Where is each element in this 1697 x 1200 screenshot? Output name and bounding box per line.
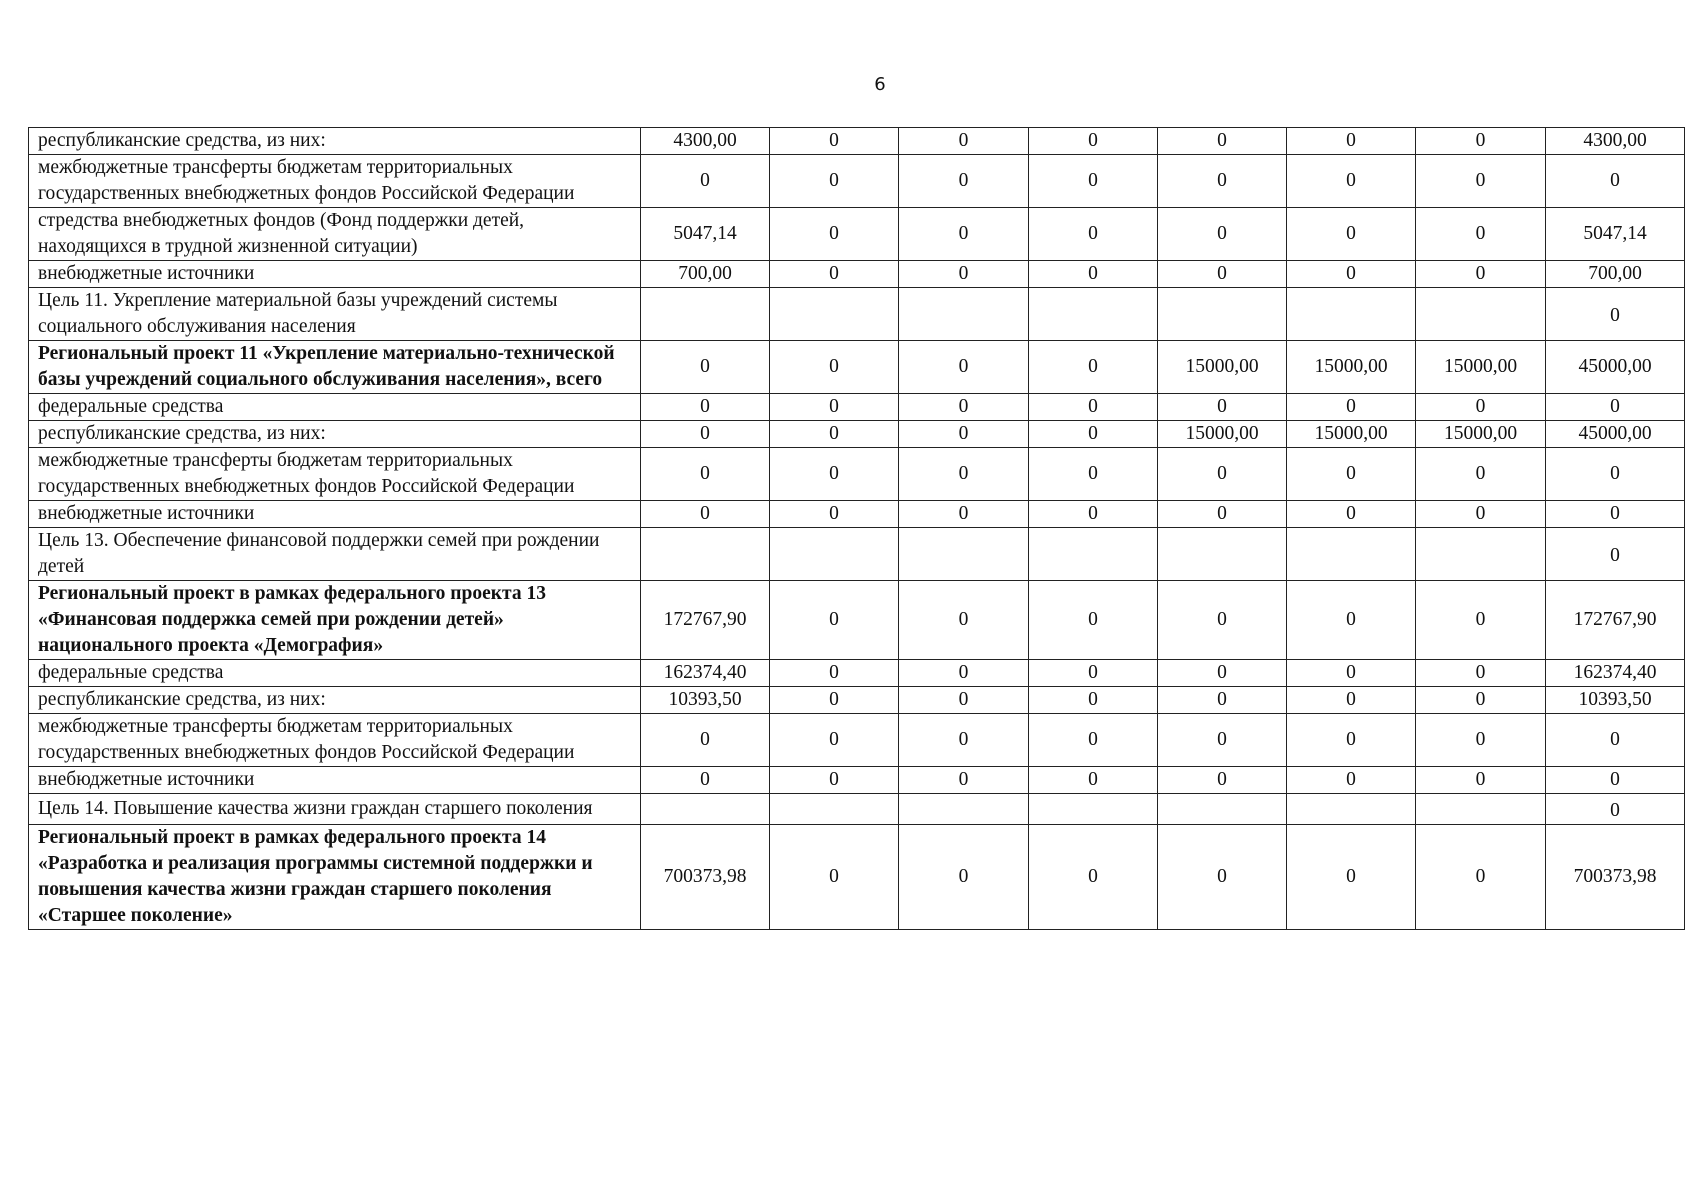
- value-cell: 162374,40: [641, 660, 770, 687]
- row-label: Региональный проект в рамках федерального проекта 14 «Разработка и реализация программы системной поддержки и повышения качества жизни граждан старшего поколения «Старшее поколение»: [29, 825, 641, 930]
- value-cell: 0: [641, 155, 770, 208]
- goal-row: [29, 288, 1685, 341]
- value-cell: 0: [1416, 501, 1546, 528]
- value-cell: 0: [1029, 261, 1158, 288]
- value-cell: 0: [770, 261, 899, 288]
- table-body: [29, 128, 1685, 930]
- value-cell: [1287, 794, 1416, 825]
- value-cell: 15000,00: [1158, 421, 1287, 448]
- total-cell: 0: [1546, 794, 1685, 825]
- value-cell: 0: [899, 767, 1029, 794]
- row-label: республиканские средства, из них:: [29, 687, 641, 714]
- row-label: межбюджетные трансферты бюджетам территориальных государственных внебюджетных фондов Российской Федерации: [29, 448, 641, 501]
- project-row: [29, 825, 1685, 930]
- row-label: федеральные средства: [29, 660, 641, 687]
- row-label: межбюджетные трансферты бюджетам территориальных государственных внебюджетных фондов Российской Федерации: [29, 714, 641, 767]
- value-cell: [1416, 528, 1546, 581]
- value-cell: 0: [1158, 687, 1287, 714]
- row-label: Цель 14. Повышение качества жизни граждан старшего поколения: [29, 794, 641, 825]
- value-cell: 0: [899, 714, 1029, 767]
- value-cell: 0: [770, 825, 899, 930]
- value-cell: 0: [1416, 261, 1546, 288]
- value-cell: 0: [1416, 581, 1546, 660]
- value-cell: [1287, 528, 1416, 581]
- value-cell: 700373,98: [641, 825, 770, 930]
- value-cell: 0: [1287, 581, 1416, 660]
- value-cell: 0: [1416, 687, 1546, 714]
- project-row: [29, 581, 1685, 660]
- value-cell: [770, 794, 899, 825]
- total-cell: 45000,00: [1546, 341, 1685, 394]
- table-row: [29, 448, 1685, 501]
- value-cell: [770, 288, 899, 341]
- value-cell: 0: [899, 421, 1029, 448]
- value-cell: 0: [1029, 341, 1158, 394]
- value-cell: 0: [1158, 767, 1287, 794]
- value-cell: 0: [1287, 660, 1416, 687]
- value-cell: 0: [1158, 825, 1287, 930]
- value-cell: [641, 288, 770, 341]
- row-label: внебюджетные источники: [29, 501, 641, 528]
- total-cell: 5047,14: [1546, 208, 1685, 261]
- value-cell: 0: [1029, 128, 1158, 155]
- value-cell: 0: [1287, 714, 1416, 767]
- value-cell: 0: [899, 660, 1029, 687]
- value-cell: 0: [899, 208, 1029, 261]
- row-label: федеральные средства: [29, 394, 641, 421]
- value-cell: 0: [1416, 128, 1546, 155]
- value-cell: 0: [1158, 660, 1287, 687]
- table-row: [29, 208, 1685, 261]
- total-cell: 700373,98: [1546, 825, 1685, 930]
- value-cell: [899, 528, 1029, 581]
- goal-row: [29, 794, 1685, 825]
- value-cell: 10393,50: [641, 687, 770, 714]
- value-cell: 0: [770, 767, 899, 794]
- value-cell: 0: [899, 128, 1029, 155]
- value-cell: 0: [1029, 660, 1158, 687]
- total-cell: 172767,90: [1546, 581, 1685, 660]
- total-cell: 45000,00: [1546, 421, 1685, 448]
- value-cell: 0: [899, 581, 1029, 660]
- value-cell: 0: [770, 660, 899, 687]
- budget-table: [28, 127, 1685, 930]
- value-cell: 15000,00: [1287, 341, 1416, 394]
- value-cell: 0: [770, 128, 899, 155]
- value-cell: 0: [1158, 208, 1287, 261]
- value-cell: [1158, 288, 1287, 341]
- page-number: 6: [874, 74, 886, 95]
- value-cell: 0: [641, 421, 770, 448]
- value-cell: 0: [770, 208, 899, 261]
- table-row: [29, 155, 1685, 208]
- total-cell: 10393,50: [1546, 687, 1685, 714]
- value-cell: 0: [1029, 421, 1158, 448]
- table-row: [29, 687, 1685, 714]
- value-cell: 0: [1287, 155, 1416, 208]
- value-cell: 0: [1029, 825, 1158, 930]
- value-cell: [1287, 288, 1416, 341]
- value-cell: [1029, 528, 1158, 581]
- value-cell: 0: [1158, 501, 1287, 528]
- value-cell: 0: [1158, 581, 1287, 660]
- value-cell: 0: [1287, 767, 1416, 794]
- value-cell: 15000,00: [1416, 341, 1546, 394]
- value-cell: 0: [1158, 128, 1287, 155]
- total-cell: 0: [1546, 501, 1685, 528]
- table-row: [29, 261, 1685, 288]
- value-cell: 0: [899, 394, 1029, 421]
- total-cell: 0: [1546, 767, 1685, 794]
- value-cell: 0: [1287, 261, 1416, 288]
- value-cell: 0: [1029, 155, 1158, 208]
- value-cell: 15000,00: [1287, 421, 1416, 448]
- value-cell: 0: [641, 501, 770, 528]
- value-cell: 0: [1158, 714, 1287, 767]
- table-row: [29, 128, 1685, 155]
- value-cell: 0: [1416, 660, 1546, 687]
- value-cell: 0: [1029, 501, 1158, 528]
- value-cell: 0: [1287, 687, 1416, 714]
- value-cell: 0: [1029, 581, 1158, 660]
- value-cell: 0: [641, 394, 770, 421]
- value-cell: 0: [641, 448, 770, 501]
- value-cell: 0: [770, 394, 899, 421]
- total-cell: 0: [1546, 528, 1685, 581]
- value-cell: [1029, 794, 1158, 825]
- value-cell: 4300,00: [641, 128, 770, 155]
- value-cell: 0: [770, 155, 899, 208]
- value-cell: 0: [1158, 155, 1287, 208]
- value-cell: 5047,14: [641, 208, 770, 261]
- value-cell: 0: [1029, 687, 1158, 714]
- value-cell: 0: [1416, 394, 1546, 421]
- value-cell: 0: [899, 687, 1029, 714]
- value-cell: 0: [1029, 767, 1158, 794]
- value-cell: [1416, 288, 1546, 341]
- value-cell: 0: [1029, 714, 1158, 767]
- value-cell: 0: [641, 767, 770, 794]
- table-row: [29, 660, 1685, 687]
- value-cell: 15000,00: [1416, 421, 1546, 448]
- value-cell: 15000,00: [1158, 341, 1287, 394]
- value-cell: 0: [1029, 208, 1158, 261]
- row-label: Региональный проект в рамках федерального проекта 13 «Финансовая поддержка семей при рождении детей» национального проекта «Демография»: [29, 581, 641, 660]
- value-cell: 0: [1158, 261, 1287, 288]
- table-row: [29, 714, 1685, 767]
- value-cell: 0: [899, 261, 1029, 288]
- goal-row: [29, 528, 1685, 581]
- row-label: республиканские средства, из них:: [29, 128, 641, 155]
- value-cell: 0: [770, 714, 899, 767]
- total-cell: 162374,40: [1546, 660, 1685, 687]
- row-label: межбюджетные трансферты бюджетам территориальных государственных внебюджетных фондов Российской Федерации: [29, 155, 641, 208]
- value-cell: [641, 794, 770, 825]
- value-cell: 0: [899, 825, 1029, 930]
- row-label: республиканские средства, из них:: [29, 421, 641, 448]
- value-cell: 0: [1416, 825, 1546, 930]
- value-cell: 0: [770, 421, 899, 448]
- value-cell: 0: [1029, 394, 1158, 421]
- value-cell: 172767,90: [641, 581, 770, 660]
- value-cell: 0: [1158, 448, 1287, 501]
- total-cell: 0: [1546, 714, 1685, 767]
- value-cell: [1158, 794, 1287, 825]
- value-cell: 0: [770, 687, 899, 714]
- value-cell: [1416, 794, 1546, 825]
- table-row: [29, 421, 1685, 448]
- value-cell: 0: [641, 714, 770, 767]
- project-row: [29, 341, 1685, 394]
- total-cell: 0: [1546, 288, 1685, 341]
- total-cell: 700,00: [1546, 261, 1685, 288]
- row-label: Цель 11. Укрепление материальной базы учреждений системы социального обслуживания населения: [29, 288, 641, 341]
- value-cell: 0: [1287, 501, 1416, 528]
- value-cell: 0: [899, 155, 1029, 208]
- value-cell: [899, 794, 1029, 825]
- value-cell: [1029, 288, 1158, 341]
- value-cell: 0: [1287, 394, 1416, 421]
- value-cell: 0: [1416, 448, 1546, 501]
- value-cell: [899, 288, 1029, 341]
- value-cell: [641, 528, 770, 581]
- value-cell: [770, 528, 899, 581]
- row-label: Региональный проект 11 «Укрепление материально-технической базы учреждений социального обслуживания населения», всего: [29, 341, 641, 394]
- value-cell: 0: [1158, 394, 1287, 421]
- value-cell: 700,00: [641, 261, 770, 288]
- value-cell: 0: [1416, 208, 1546, 261]
- value-cell: [1158, 528, 1287, 581]
- value-cell: 0: [770, 341, 899, 394]
- row-label: внебюджетные источники: [29, 767, 641, 794]
- value-cell: 0: [770, 448, 899, 501]
- value-cell: 0: [899, 448, 1029, 501]
- total-cell: 0: [1546, 448, 1685, 501]
- value-cell: 0: [770, 581, 899, 660]
- total-cell: 0: [1546, 394, 1685, 421]
- value-cell: 0: [770, 501, 899, 528]
- value-cell: 0: [1029, 448, 1158, 501]
- value-cell: 0: [1287, 208, 1416, 261]
- value-cell: 0: [1416, 767, 1546, 794]
- table-row: [29, 501, 1685, 528]
- value-cell: 0: [1287, 128, 1416, 155]
- value-cell: 0: [1287, 825, 1416, 930]
- table-row: [29, 767, 1685, 794]
- total-cell: 4300,00: [1546, 128, 1685, 155]
- value-cell: 0: [899, 501, 1029, 528]
- row-label: Цель 13. Обеспечение финансовой поддержки семей при рождении детей: [29, 528, 641, 581]
- value-cell: 0: [1416, 155, 1546, 208]
- total-cell: 0: [1546, 155, 1685, 208]
- row-label: стредства внебюджетных фондов (Фонд поддержки детей, находящихся в трудной жизненной ситуации): [29, 208, 641, 261]
- table-row: [29, 394, 1685, 421]
- value-cell: 0: [1287, 448, 1416, 501]
- value-cell: 0: [899, 341, 1029, 394]
- row-label: внебюджетные источники: [29, 261, 641, 288]
- value-cell: 0: [641, 341, 770, 394]
- value-cell: 0: [1416, 714, 1546, 767]
